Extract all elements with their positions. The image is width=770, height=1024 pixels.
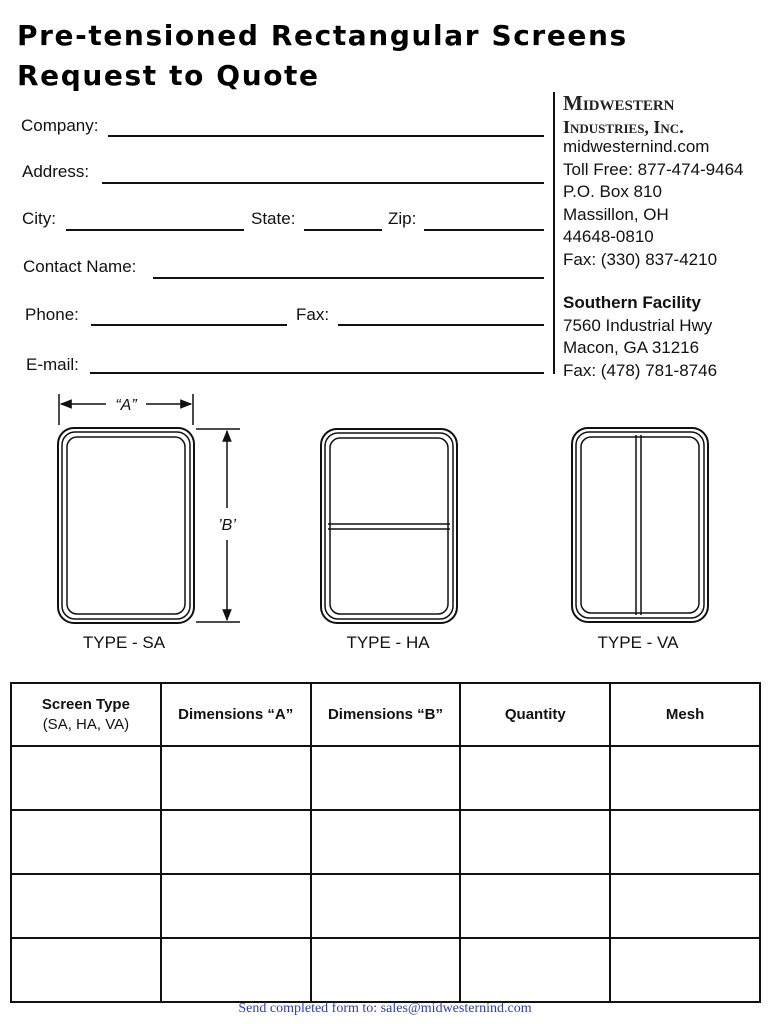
va-frame-middle <box>576 432 704 618</box>
table-cell[interactable] <box>311 746 461 810</box>
type-ha-caption: TYPE - HA <box>346 633 430 652</box>
table-cell[interactable] <box>161 746 311 810</box>
table-cell[interactable] <box>11 746 161 810</box>
table-cell[interactable] <box>311 810 461 874</box>
address-field[interactable] <box>102 182 544 184</box>
po-box-text: P.O. Box 810 <box>563 182 662 201</box>
southern-street-text: 7560 Industrial Hwy <box>563 315 713 335</box>
table-header-row <box>11 683 760 746</box>
ha-frame-outer <box>321 429 457 623</box>
table-row <box>11 938 760 1002</box>
header-mesh: Mesh <box>610 683 760 746</box>
zip-label: Zip: <box>388 209 417 228</box>
type-sa-caption: TYPE - SA <box>82 633 166 652</box>
table-cell[interactable] <box>11 810 161 874</box>
va-frame-inner <box>581 437 699 613</box>
table-cell[interactable] <box>610 746 760 810</box>
fax-text: Fax: (330) 837-4210 <box>563 249 718 269</box>
dim-b-label: ’B’ <box>218 517 236 534</box>
state-label: State: <box>251 209 296 228</box>
table-cell[interactable] <box>460 874 610 938</box>
address-label: Address: <box>22 162 90 181</box>
table-cell[interactable] <box>11 938 161 1002</box>
phone-label: Phone: <box>25 305 79 324</box>
type-va-caption: TYPE - VA <box>597 633 679 652</box>
va-frame-outer <box>572 428 708 622</box>
website-text: midwesternind.com <box>563 137 710 156</box>
city-field[interactable] <box>66 229 244 231</box>
type-va-diagram <box>572 428 708 652</box>
contact-name-field[interactable] <box>153 277 544 279</box>
southern-city-text: Macon, GA 31216 <box>563 338 700 357</box>
toll-free-text: Toll Free: 877-474-9464 <box>563 159 744 179</box>
company-contact-block <box>563 93 744 271</box>
sa-frame-outer <box>58 428 194 623</box>
header-dimensions-b: Dimensions “B” <box>311 683 461 746</box>
zip-field[interactable] <box>424 229 544 231</box>
company-logo-line2: Industries, Inc. <box>563 117 684 137</box>
table-cell[interactable] <box>161 938 311 1002</box>
type-ha-diagram <box>321 429 457 652</box>
table-cell[interactable] <box>161 874 311 938</box>
zip-text: 44648-0810 <box>563 227 654 246</box>
contact-name-label: Contact Name: <box>23 257 137 276</box>
table-row <box>11 746 760 810</box>
email-label: E-mail: <box>26 355 79 374</box>
company-field[interactable] <box>108 135 544 137</box>
header-quantity: Quantity <box>460 683 610 746</box>
company-label: Company: <box>21 116 99 135</box>
footer-send-to: Send completed form to: sales@midwesternind.com <box>238 1001 532 1016</box>
table-cell[interactable] <box>311 938 461 1002</box>
company-logo-line1: Midwestern <box>563 91 675 115</box>
page-subtitle: Request to Quote <box>17 59 320 92</box>
southern-fax-text: Fax: (478) 781-8746 <box>563 360 718 380</box>
southern-facility-title: Southern Facility <box>563 293 701 312</box>
table-cell[interactable] <box>460 810 610 874</box>
screen-type-diagrams <box>0 385 770 655</box>
type-sa-diagram <box>58 394 240 652</box>
dim-a-label: “A” <box>115 397 137 414</box>
ha-frame-middle <box>325 433 453 619</box>
table-cell[interactable] <box>311 874 461 938</box>
table-cell[interactable] <box>610 810 760 874</box>
ha-frame-inner <box>330 438 448 614</box>
header-screen-type-sub: (SA, HA, VA) <box>42 715 130 733</box>
table-cell[interactable] <box>161 810 311 874</box>
header-dimensions-a: Dimensions “A” <box>161 683 311 746</box>
page-title: Pre-tensioned Rectangular Screens <box>17 19 628 52</box>
header-screen-type-label: Screen Type <box>41 695 130 713</box>
fax-label: Fax: <box>296 305 330 324</box>
city-state-text: Massillon, OH <box>563 204 669 224</box>
fax-field[interactable] <box>338 324 544 326</box>
table-cell[interactable] <box>460 746 610 810</box>
email-field[interactable] <box>90 372 544 374</box>
section-divider <box>553 92 555 374</box>
table-cell[interactable] <box>610 874 760 938</box>
city-label: City: <box>22 209 56 228</box>
state-field[interactable] <box>304 229 382 231</box>
table-row <box>11 874 760 938</box>
table-cell[interactable] <box>610 938 760 1002</box>
southern-facility-block <box>563 292 717 382</box>
phone-field[interactable] <box>91 324 287 326</box>
sa-frame-inner <box>67 437 185 614</box>
table-cell[interactable] <box>460 938 610 1002</box>
sa-frame-middle <box>62 432 190 619</box>
header-screen-type <box>11 683 161 746</box>
quote-table <box>10 682 761 1003</box>
table-row <box>11 810 760 874</box>
table-cell[interactable] <box>11 874 161 938</box>
